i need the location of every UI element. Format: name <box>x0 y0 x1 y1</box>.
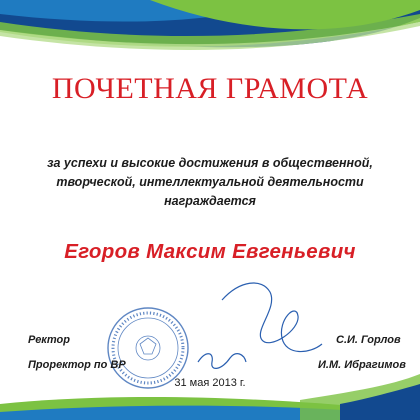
reason-line: награждается <box>164 194 256 208</box>
signatory-name: С.И. Горлов <box>336 334 401 346</box>
signatory-role: Проректор по ВР <box>28 359 126 371</box>
reason-line: творческой, интеллектуальной деятельности <box>56 175 364 189</box>
issue-date: 31 мая 2013 г. <box>174 377 246 389</box>
signatory-name: И.М. Ибрагимов <box>318 359 406 371</box>
reason-line: за успехи и высокие достижения в общественной, <box>47 156 373 170</box>
recipient-name: Егоров Максим Евгеньевич <box>64 240 356 263</box>
signatory-role: Ректор <box>28 334 70 346</box>
official-seal <box>108 308 188 388</box>
signature-2 <box>198 354 246 369</box>
award-reason <box>30 154 390 211</box>
top-swoosh <box>0 0 420 50</box>
certificate-title: ПОЧЕТНАЯ ГРАМОТА <box>51 72 369 105</box>
signature <box>222 283 322 352</box>
